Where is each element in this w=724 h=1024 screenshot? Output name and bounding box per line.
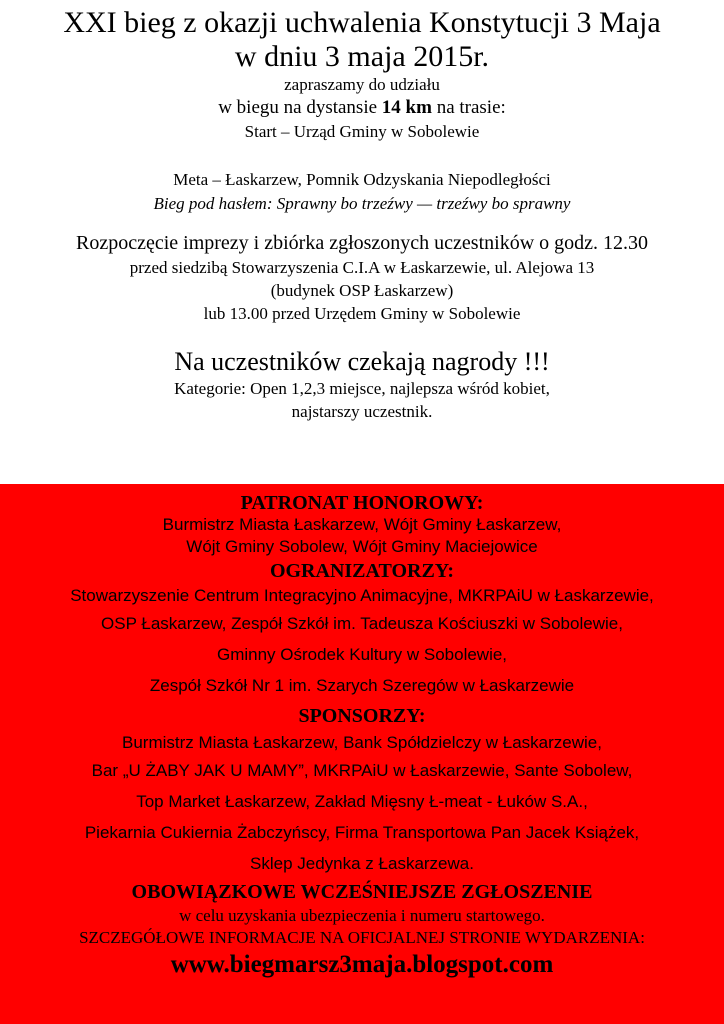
poster-top-section — [0, 0, 724, 484]
patronat-heading: PATRONAT HONOROWY: — [240, 492, 484, 514]
location-line-2: (budynek OSP Łaskarzew) — [270, 281, 454, 300]
sponsor-line: Bar „U ŻABY JAK U MAMY”, MKRPAiU w Łaskarzewie, Sante Sobolew, — [91, 761, 633, 780]
distance-line — [0, 96, 724, 120]
distance-pre: w biegu na dystansie — [218, 97, 382, 118]
organizers-heading: OGRANIZATORZY: — [269, 560, 455, 582]
location-line-3: lub 13.00 przed Urzędem Gminy w Sobolewie — [203, 304, 521, 323]
location-line-1: przed siedzibą Stowarzyszenia C.I.A w Łaskarzewie, ul. Alejowa 13 — [129, 258, 595, 277]
patronat-line: Wójt Gminy Sobolew, Wójt Gminy Maciejowice — [186, 537, 538, 556]
slogan: Bieg pod hasłem: Sprawny bo trzeźwy — trzeźwy bo sprawny — [153, 194, 571, 213]
distance-post: na trasie: — [431, 97, 506, 118]
route-start: Start – Urząd Gminy w Sobolewie — [244, 122, 480, 141]
registration-purpose: w celu uzyskania ubezpieczenia i numeru startowego. — [179, 906, 545, 925]
event-website-link[interactable]: www.biegmarsz3maja.blogspot.com — [170, 951, 554, 978]
sponsor-line: Burmistrz Miasta Łaskarzew, Bank Spółdzielczy w Łaskarzewie, — [122, 733, 602, 752]
event-title: XXI bieg z okazji uchwalenia Konstytucji 3 Maja — [63, 6, 661, 39]
start-time: Rozpoczęcie imprezy i zbiórka zgłoszonych uczestników o godz. 12.30 — [75, 232, 649, 254]
red-info-panel — [0, 484, 724, 1024]
categories-line-1: Kategorie: Open 1,2,3 miejsce, najlepsza wśród kobiet, — [174, 379, 550, 398]
sponsors-heading: SPONSORZY: — [298, 705, 426, 727]
organizer-line: OSP Łaskarzew, Zespół Szkół im. Tadeusza Kościuszki w Sobolewie, — [101, 614, 623, 633]
event-date: w dniu 3 maja 2015r. — [234, 40, 490, 73]
organizer-line: Gminny Ośrodek Kultury w Sobolewie, — [216, 645, 508, 664]
organizer-line: Stowarzyszenie Centrum Integracyjno Animacyjne, MKRPAiU w Łaskarzewie, — [70, 586, 654, 605]
registration-notice: OBOWIĄZKOWE WCZEŚNIEJSZE ZGŁOSZENIE — [131, 881, 593, 903]
info-notice: SZCZEGÓŁOWE INFORMACJE NA OFICJALNEJ STRONIE WYDARZENIA: — [79, 928, 645, 947]
patronat-line: Burmistrz Miasta Łaskarzew, Wójt Gminy Łaskarzew, — [162, 515, 562, 534]
prizes-heading: Na uczestników czekają nagrody !!! — [174, 347, 550, 376]
organizer-line: Zespół Szkół Nr 1 im. Szarych Szeregów w Łaskarzewie — [149, 676, 575, 695]
invite-text: zapraszamy do udziału — [284, 75, 440, 94]
sponsor-line: Sklep Jedynka z Łaskarzewa. — [250, 854, 474, 873]
sponsor-line: Piekarnia Cukiernia Żabczyńscy, Firma Transportowa Pan Jacek Książek, — [84, 823, 640, 842]
sponsor-line: Top Market Łaskarzew, Zakład Mięsny Ł-meat - Łuków S.A., — [136, 792, 588, 811]
distance-value: 14 km — [381, 97, 432, 118]
categories-line-2: najstarszy uczestnik. — [291, 402, 433, 421]
route-finish: Meta – Łaskarzew, Pomnik Odzyskania Niepodległości — [173, 170, 551, 189]
